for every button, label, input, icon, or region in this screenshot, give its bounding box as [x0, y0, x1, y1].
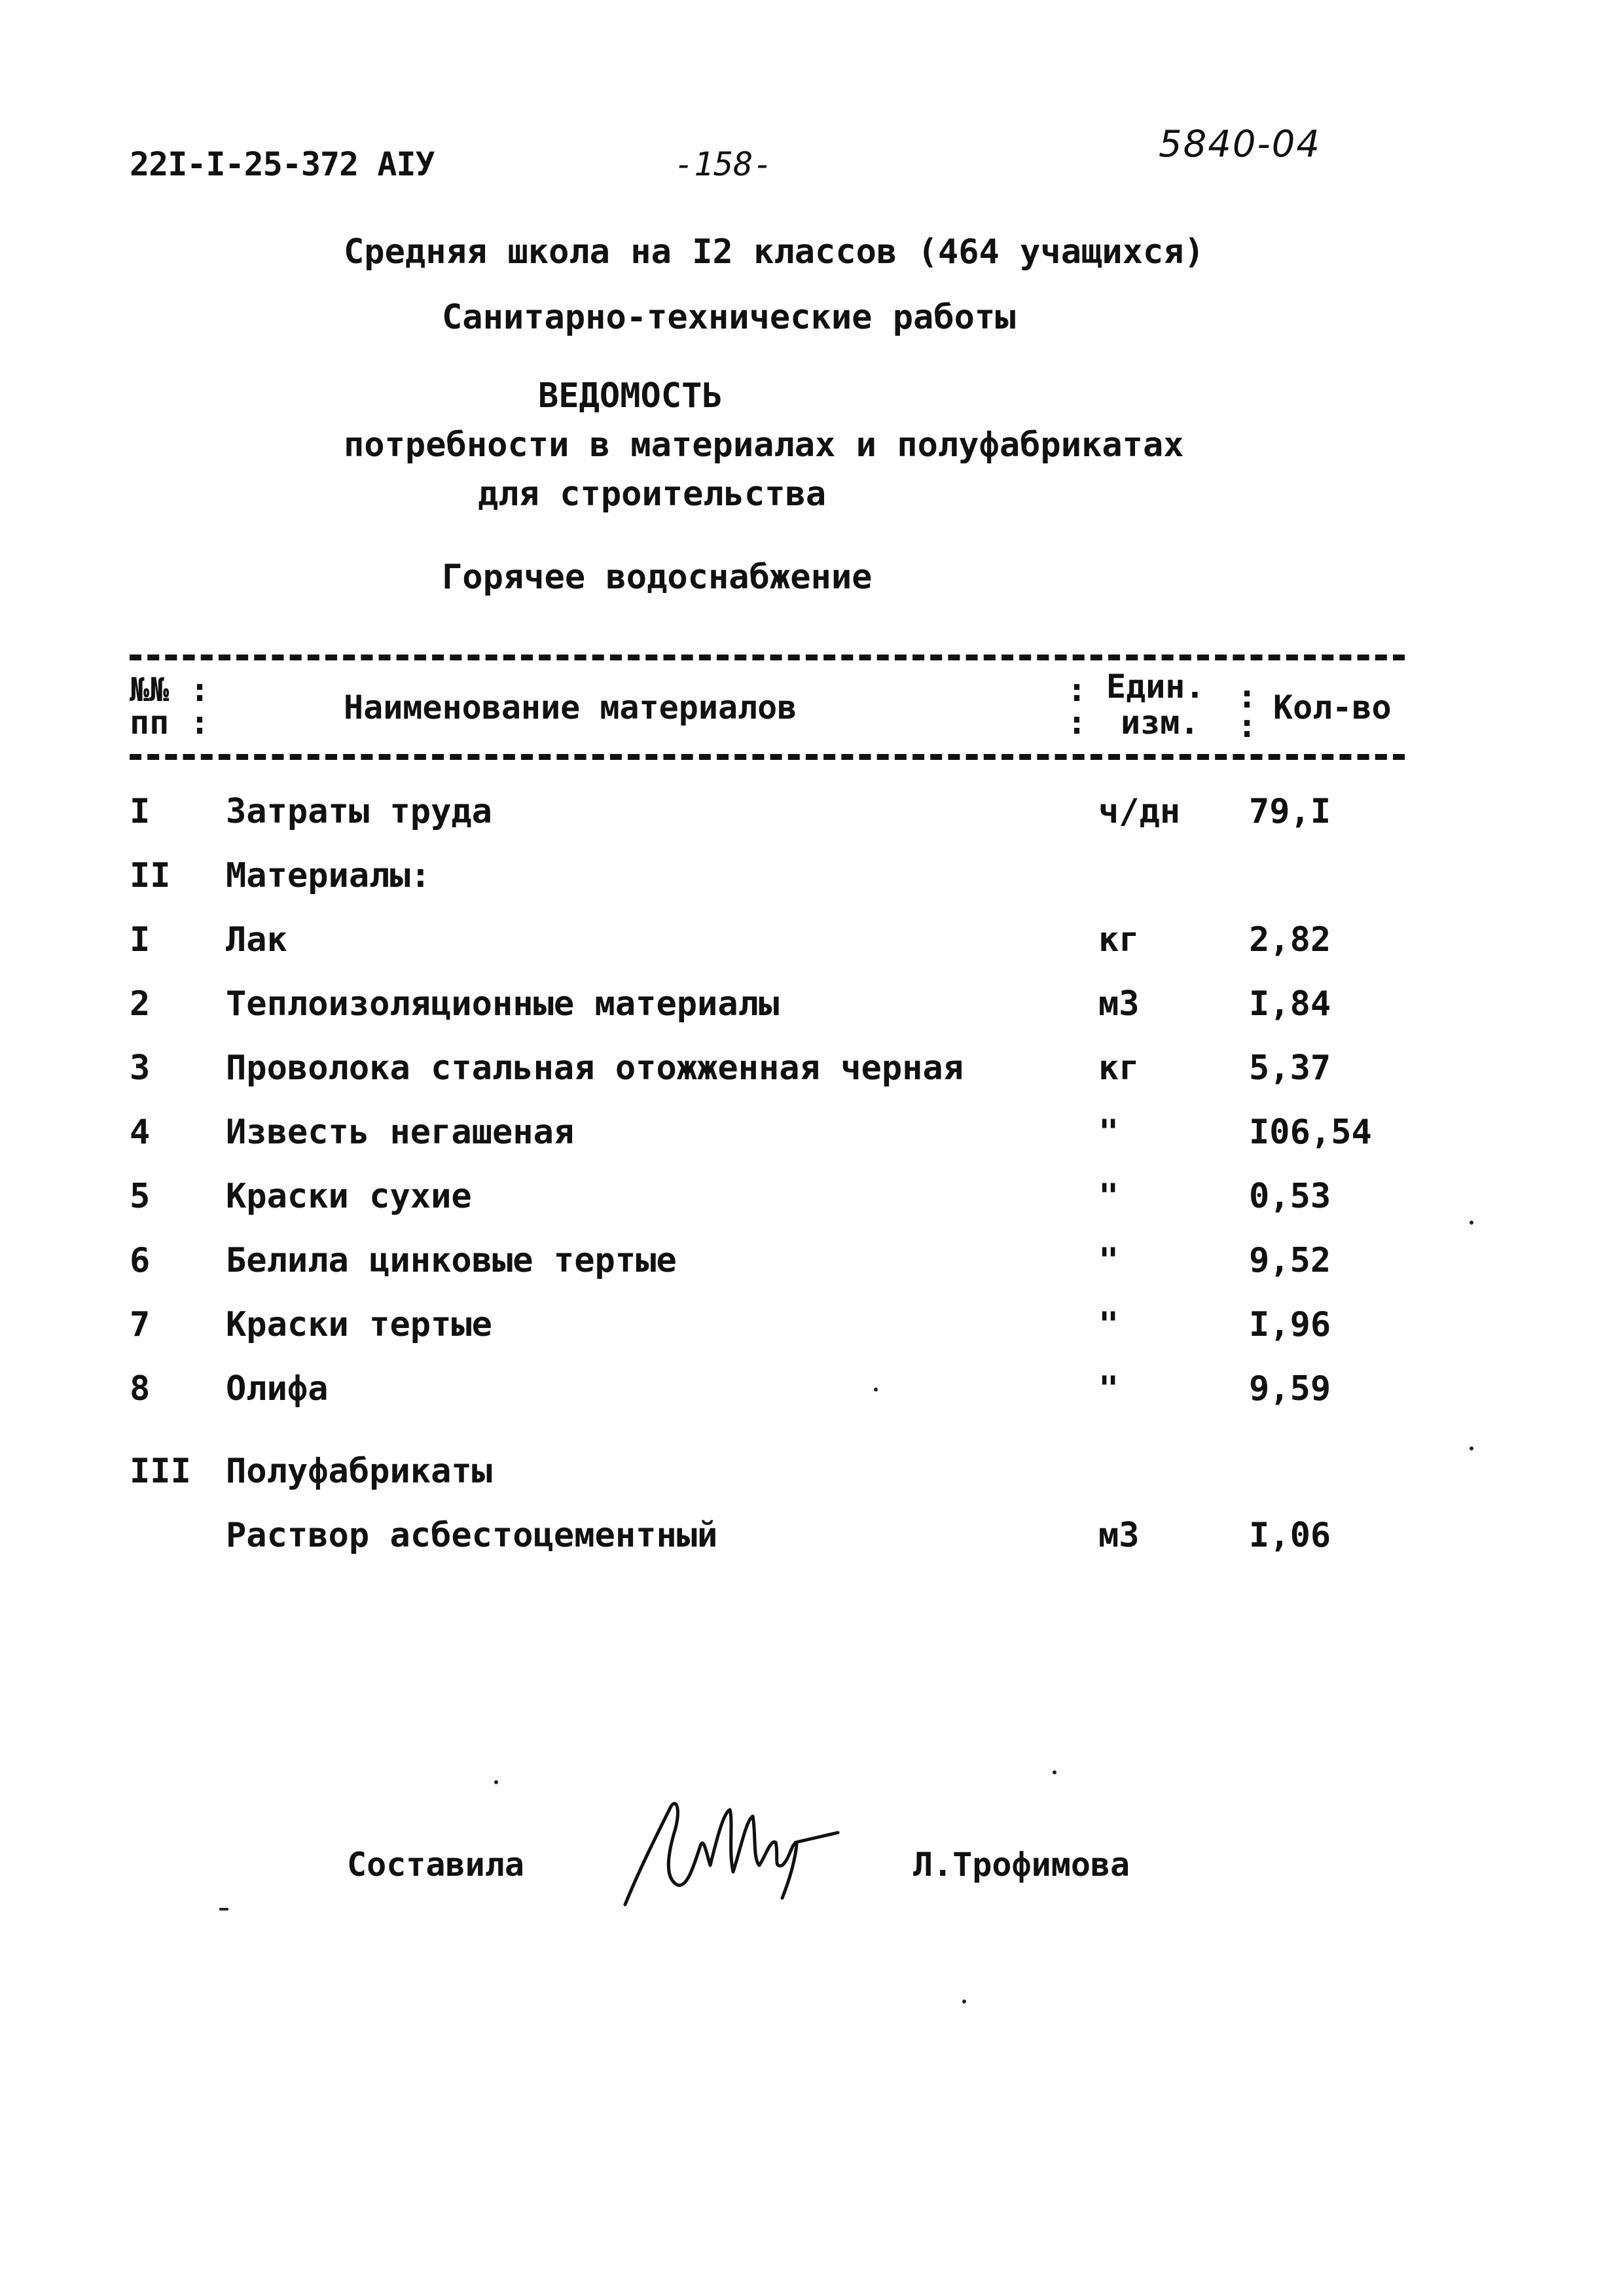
row-unit: " [1098, 1241, 1119, 1280]
table-row [0, 1452, 1624, 1498]
section-title: Горячее водоснабжение [442, 558, 873, 597]
header-number-line1: №№ [130, 671, 170, 709]
table-row [0, 1177, 1624, 1223]
row-number: III [130, 1452, 191, 1491]
scan-speck [1470, 1446, 1473, 1450]
row-quantity: 79,I [1249, 792, 1331, 831]
document-title-construction: для строительства [478, 475, 827, 514]
row-name: Лак [226, 920, 287, 960]
row-quantity: 5,37 [1249, 1049, 1331, 1088]
header-separator: : [190, 671, 210, 709]
row-quantity: 0,53 [1249, 1177, 1331, 1216]
header-separator: : [1237, 707, 1257, 745]
header-separator: : [190, 704, 210, 742]
compiled-by-label: Составила [347, 1846, 524, 1884]
row-unit: ч/дн [1098, 792, 1181, 831]
table-row [0, 1049, 1624, 1094]
row-unit: м3 [1098, 1516, 1140, 1555]
row-quantity: 9,59 [1249, 1369, 1331, 1408]
row-name: Олифа [226, 1369, 329, 1408]
row-number: 2 [130, 984, 151, 1024]
header-name: Наименование материалов [344, 689, 797, 726]
row-quantity: I,06 [1249, 1516, 1331, 1555]
row-name: Затраты труда [226, 792, 492, 831]
table-row [0, 1305, 1624, 1351]
scan-speck [1470, 1221, 1473, 1225]
row-name: Полуфабрикаты [226, 1452, 492, 1491]
header-separator: : [1067, 704, 1087, 742]
table-row [0, 920, 1624, 966]
table-row [0, 1516, 1624, 1562]
scan-speck [962, 2000, 966, 2003]
row-unit: кг [1098, 920, 1140, 960]
table-row [0, 1113, 1624, 1158]
document-title-statement: ВЕДОМОСТЬ [538, 376, 723, 416]
document-title-works: Санитарно-технические работы [442, 298, 1016, 337]
archive-number: 5840-04 [1159, 123, 1321, 166]
header-quantity: Кол-во [1273, 689, 1392, 726]
row-number: 3 [130, 1049, 151, 1088]
table-row [0, 856, 1624, 902]
table-row [0, 1241, 1624, 1287]
page-number: -158- [674, 145, 773, 183]
header-unit-line2: изм. [1121, 704, 1200, 742]
row-quantity: I,84 [1249, 984, 1331, 1024]
header-separator: : [1067, 671, 1087, 709]
document-title-needs: потребности в материалах и полуфабрикатах [344, 425, 1184, 465]
row-number: 4 [130, 1113, 151, 1152]
row-unit: " [1098, 1305, 1119, 1344]
row-unit: " [1098, 1177, 1119, 1216]
row-number: 8 [130, 1369, 151, 1408]
table-row [0, 1369, 1624, 1415]
row-quantity: I,96 [1249, 1305, 1331, 1344]
row-name: Известь негашеная [226, 1113, 575, 1152]
row-number: I [130, 920, 151, 960]
row-name: Проволока стальная отожженная черная [226, 1049, 964, 1088]
header-number-line2: пп [130, 704, 170, 742]
row-unit: м3 [1098, 984, 1140, 1024]
document-title-school: Средняя школа на I2 классов (464 учащихся) [344, 232, 1204, 272]
header-separator: : [1237, 677, 1257, 715]
row-quantity: 9,52 [1249, 1241, 1331, 1280]
row-name: Теплоизоляционные материалы [226, 984, 780, 1024]
document-code: 22I-I-25-372 AIУ [130, 145, 435, 183]
row-name: Раствор асбестоцементный [226, 1516, 718, 1555]
table-top-rule [130, 655, 1405, 660]
row-name: Краски сухие [226, 1177, 472, 1216]
scan-speck [219, 1908, 228, 1910]
row-name: Краски тертые [226, 1305, 492, 1344]
row-quantity: 2,82 [1249, 920, 1331, 960]
row-number: 6 [130, 1241, 151, 1280]
scan-speck [874, 1388, 878, 1391]
row-quantity: I06,54 [1249, 1113, 1372, 1152]
table-row [0, 792, 1624, 838]
table-header-rule [130, 754, 1405, 760]
handwritten-signature [619, 1793, 841, 1918]
header-unit-line1: Един. [1106, 668, 1205, 706]
row-unit: " [1098, 1113, 1119, 1152]
signer-name: Л.Трофимова [913, 1846, 1130, 1884]
table-row [0, 984, 1624, 1030]
row-unit: кг [1098, 1049, 1140, 1088]
row-number: 7 [130, 1305, 151, 1344]
row-number: 5 [130, 1177, 151, 1216]
scan-speck [1053, 1770, 1056, 1774]
row-number: I [130, 792, 151, 831]
scan-speck [494, 1780, 498, 1784]
row-name: Белила цинковые тертые [226, 1241, 677, 1280]
row-unit: " [1098, 1369, 1119, 1408]
row-number: II [130, 856, 171, 895]
row-name: Материалы: [226, 856, 431, 895]
